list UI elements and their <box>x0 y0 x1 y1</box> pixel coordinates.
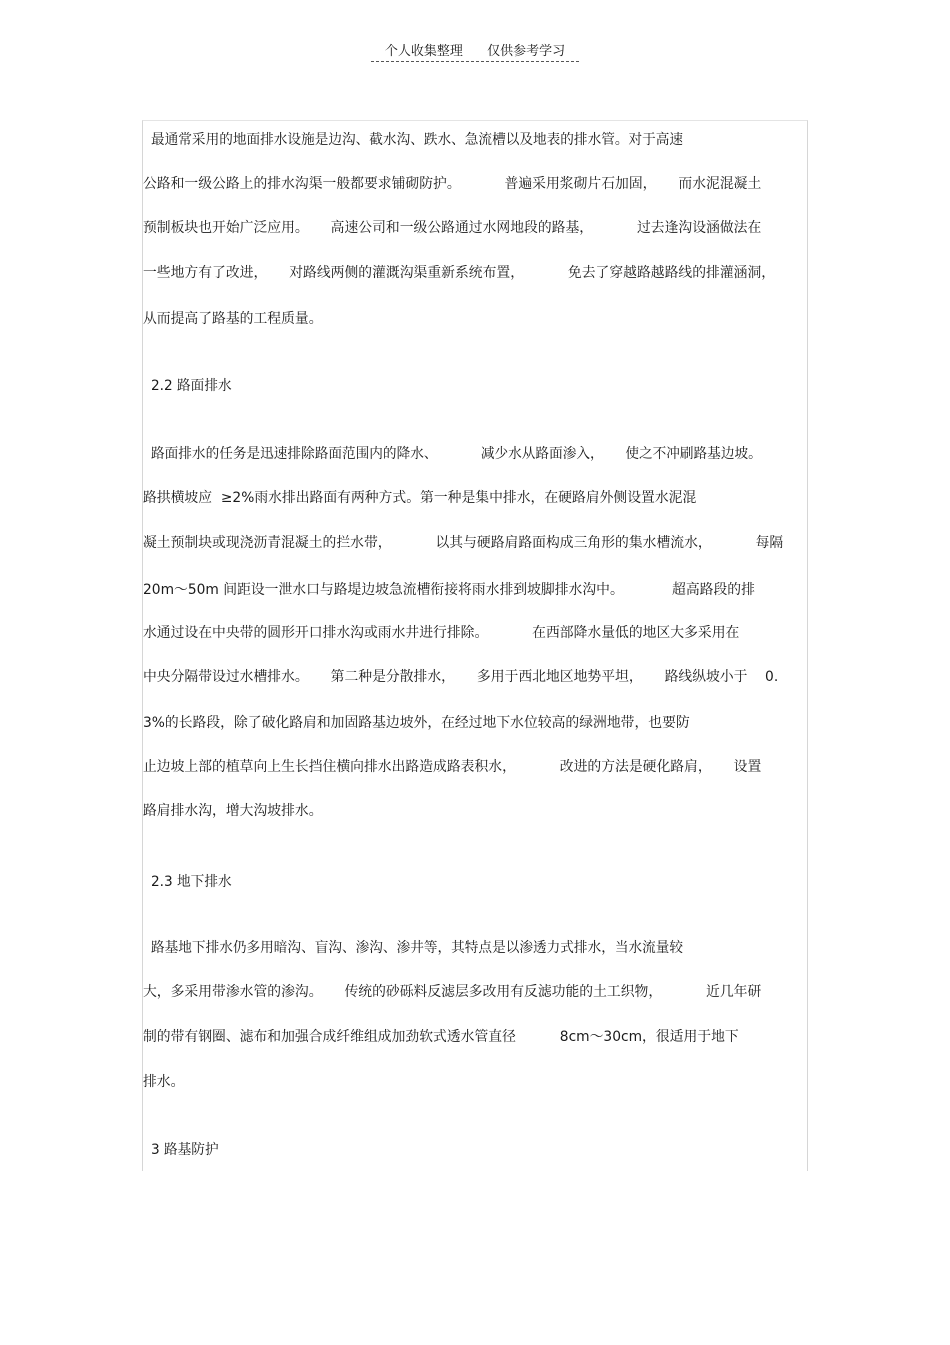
paragraph-line: 凝土预制块或现浇沥青混凝土的拦水带， 以其与硬路肩路面构成三角形的集水槽流水， 每隔 <box>143 535 784 551</box>
header-underline <box>371 40 579 62</box>
paragraph-line: 路肩排水沟，增大沟坡排水。 <box>143 803 323 819</box>
paragraph-line: 预制板块也开始广泛应用。 高速公司和一级公路通过水网地段的路基， 过去逢沟设涵做法在 <box>143 220 762 236</box>
paragraph-line: 3%的长路段，除了破化路肩和加固路基边坡外，在经过地下水位较高的绿洲地带，也要防 <box>143 715 690 731</box>
paragraph-line: 中央分隔带设过水槽排水。 第二种是分散排水， 多用于西北地区地势平坦， 路线纵坡小于 0. <box>143 669 779 685</box>
page-header <box>0 40 950 62</box>
header-right-text: 仅供参考学习 <box>487 44 566 59</box>
header-left-text: 个人收集整理 <box>384 44 463 59</box>
paragraph-line: 排水。 <box>143 1074 185 1090</box>
paragraph-line: 止边坡上部的植草向上生长挡住横向排水出路造成路表积水， 改进的方法是硬化路肩， 设置 <box>143 759 762 775</box>
section-heading: 2.3 地下排水 <box>151 874 232 890</box>
paragraph-line: 一些地方有了改进， 对路线两侧的灌溉沟渠重新系统布置， 免去了穿越路越路线的排灌涵洞， <box>143 265 776 281</box>
section-heading: 3 路基防护 <box>151 1142 219 1158</box>
paragraph-line: 最通常采用的地面排水设施是边沟、截水沟、跌水、急流槽以及地表的排水管。对于高速 <box>151 132 684 148</box>
paragraph-line: 路面排水的任务是迅速排除路面范围内的降水、 减少水从路面渗入， 使之不冲刷路基边坡。 <box>151 446 762 462</box>
paragraph-line: 路基地下排水仍多用暗沟、盲沟、渗沟、渗井等，其特点是以渗透力式排水，当水流量较 <box>151 940 684 956</box>
paragraph-line: 大，多采用带渗水管的渗沟。 传统的砂砾料反滤层多改用有反滤功能的土工织物， 近几年研 <box>143 984 762 1000</box>
paragraph-line: 公路和一级公路上的排水沟渠一般都要求铺砌防护。 普遍采用浆砌片石加固， 而水泥混凝土 <box>143 176 762 192</box>
paragraph-line: 20m～50m 间距设一泄水口与路堤边坡急流槽衔接将雨水排到坡脚排水沟中。 超高路段的排 <box>143 582 755 598</box>
paragraph-line: 从而提高了路基的工程质量。 <box>143 311 323 327</box>
paragraph-line: 制的带有钢圈、滤布和加强合成纤维组成加劲软式透水管直径 8cm～30cm，很适用于地下 <box>143 1029 739 1045</box>
section-heading: 2.2 路面排水 <box>151 378 232 394</box>
paragraph-line: 水通过设在中央带的圆形开口排水沟或雨水井进行排除。 在西部降水量低的地区大多采用在 <box>143 625 740 641</box>
paragraph-line: 路拱横坡应 ≥2%雨水排出路面有两种方式。第一种是集中排水，在硬路肩外侧设置水泥混 <box>143 490 697 506</box>
